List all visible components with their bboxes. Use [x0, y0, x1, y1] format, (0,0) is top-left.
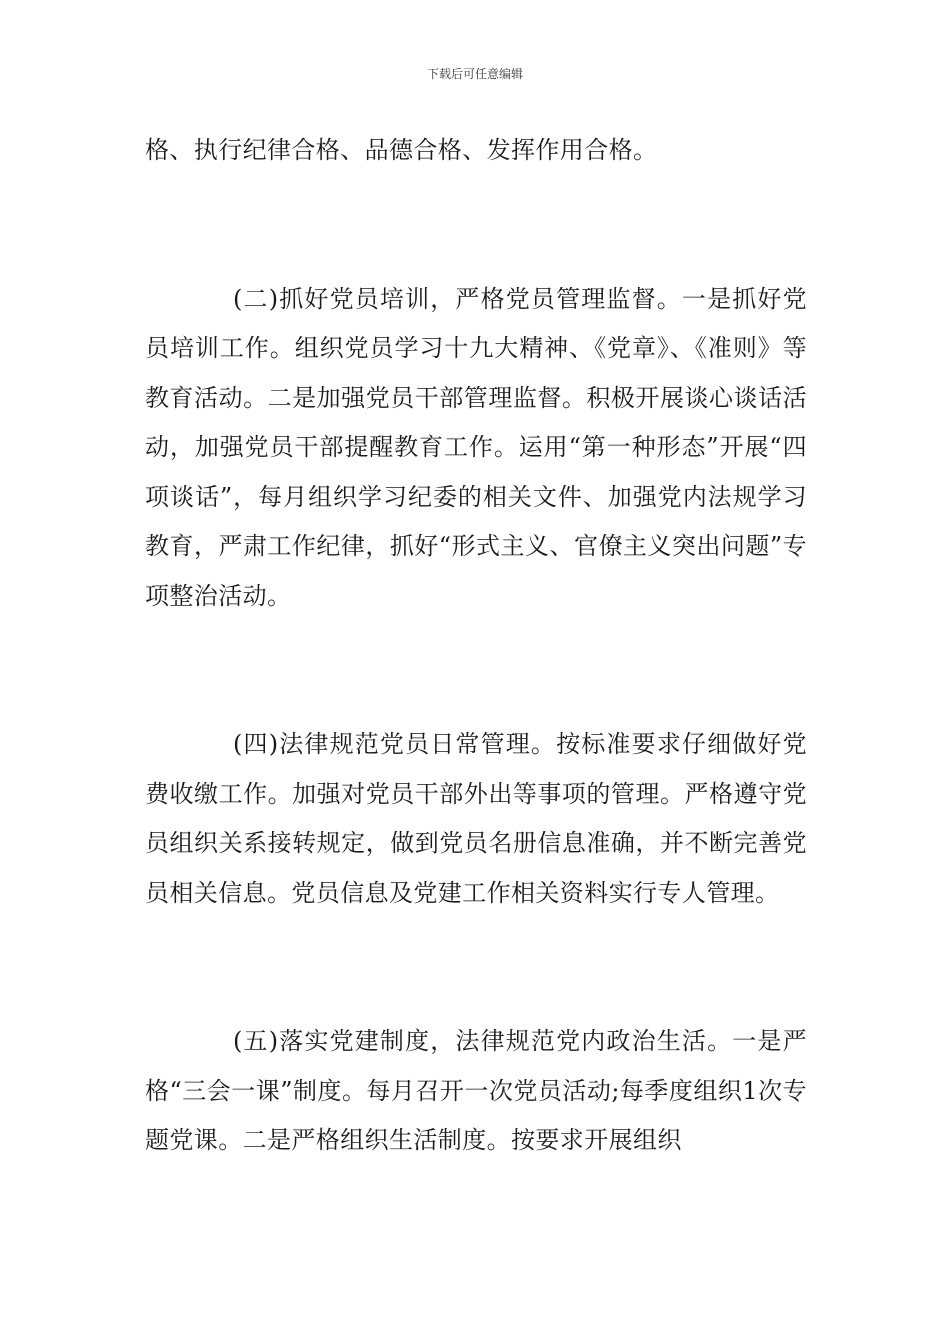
- paragraph-gap: [145, 621, 807, 720]
- paragraph-gap: [145, 176, 807, 275]
- paragraph-gap: [145, 918, 807, 1017]
- paragraph-daily-management: (四)法律规范党员日常管理。按标准要求仔细做好党费收缴工作。加强对党员干部外出等事项的管理。严格遵守党员组织关系接转规定，做到党员名册信息准确，并不断完善党员相关信息。党员信息及党建工作相关资料实行专人管理。: [145, 730, 807, 907]
- paragraph-party-training: (二)抓好党员培训，严格党员管理监督。一是抓好党员培训工作。组织党员学习十九大精神、《党章》、《准则》等教育活动。二是加强党员干部管理监督。积极开展谈心谈话活动，加强党员干部提醒教育工作。运用“第一种形态”开展“四项谈话”，每月组织学习纪委的相关文件、加强党内法规学习教育，严肃工作纪律，抓好“形式主义、官僚主义突出问题”专项整治活动。: [145, 284, 807, 610]
- page-header: 下载后可任意编辑: [426, 67, 523, 81]
- document-body: [145, 126, 807, 1166]
- paragraph-party-system: (五)落实党建制度，法律规范党内政治生活。一是严格“三会一课”制度。每月召开一次党员活动;每季度组织1次专题党课。二是严格组织生活制度。按要求开展组织: [145, 1027, 807, 1154]
- paragraph-continuation: 格、执行纪律合格、品德合格、发挥作用合格。: [145, 136, 658, 164]
